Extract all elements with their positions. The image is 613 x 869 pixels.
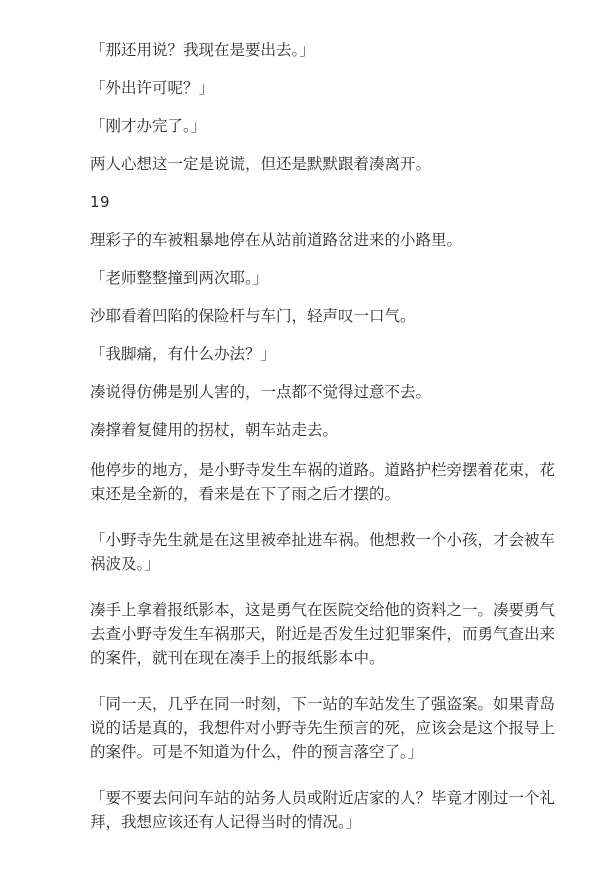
narration-paragraph: 凑手上拿着报纸影本，这是勇气在医院交给他的资料之一。凑要勇气去查小野寺发生车祸那天，附近是否发生过犯罪案件，而勇气查出来的案件，就刊在现在凑手上的报纸影本中。	[90, 601, 556, 667]
chapter-number: 19	[90, 193, 111, 211]
dialogue-line: 「外出许可呢？」	[90, 79, 215, 97]
document-body	[90, 38, 560, 834]
narration-paragraph: 他停步的地方，是小野寺发生车祸的道路。道路护栏旁摆着花束，花束还是全新的，看来是在下了雨之后才摆的。	[90, 461, 556, 503]
dialogue-paragraph: 「要不要去问问车站的站务人员或附近店家的人？毕竟才刚过一个礼拜，我想应该还有人记得当时的情况。」	[90, 789, 556, 831]
narration-paragraph: 凑撑着复健用的拐杖，朝车站走去。	[90, 421, 339, 439]
narration-paragraph: 理彩子的车被粗暴地停在从站前道路岔进来的小路里。	[90, 231, 463, 249]
dialogue-paragraph: 「同一天，几乎在同一时刻，下一站的车站发生了强盗案。如果青岛说的话是真的，我想件对小野寺先生预言的死，应该会是这个报导上的案件。可是不知道为什么，件的预言落空了。」	[90, 695, 556, 761]
narration-paragraph: 沙耶看着凹陷的保险杆与车门，轻声叹一口气。	[90, 307, 416, 325]
narration-paragraph: 凑说得仿佛是别人害的，一点都不觉得过意不去。	[90, 383, 432, 401]
dialogue-paragraph: 「小野寺先生就是在这里被牵扯进车祸。他想救一个小孩，才会被车祸波及。」	[90, 531, 556, 573]
dialogue-line: 「我脚痛，有什么办法？」	[90, 345, 277, 363]
narration-paragraph: 两人心想这一定是说谎，但还是默默跟着凑离开。	[90, 155, 432, 173]
dialogue-line: 「老师整整撞到两次耶。」	[90, 269, 269, 287]
dialogue-line: 「那还用说？我现在是要出去。」	[90, 41, 315, 59]
dialogue-line: 「刚才办完了。」	[90, 117, 207, 135]
